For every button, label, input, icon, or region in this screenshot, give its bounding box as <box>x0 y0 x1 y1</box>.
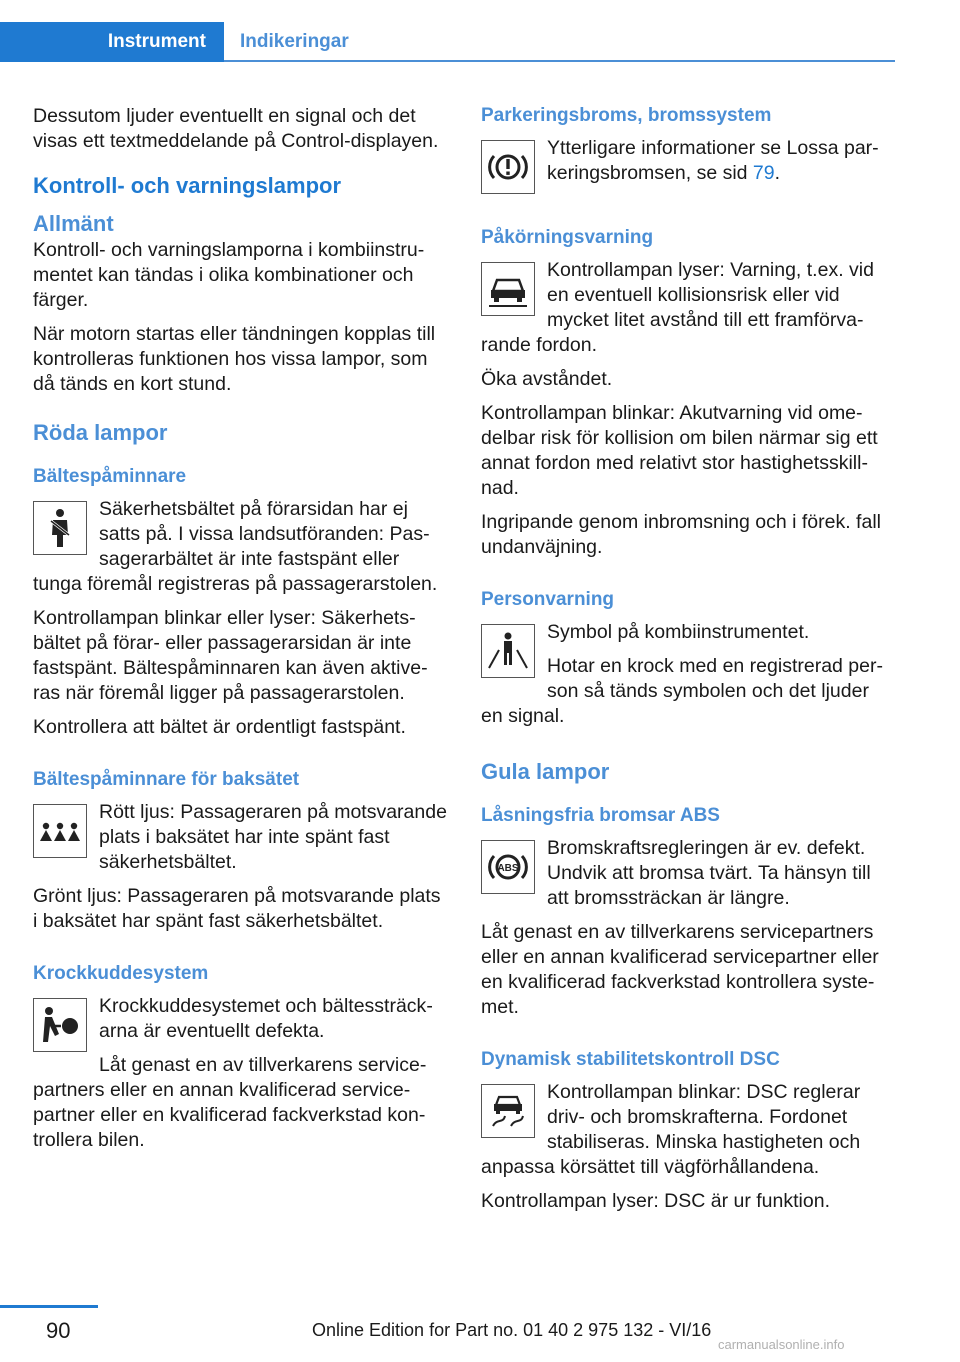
left-column <box>33 104 447 1162</box>
svg-text:ABS: ABS <box>497 863 519 874</box>
airbag-text-2: Låt genast en av tillverkarens servicepartners eller en annan kvalificerad servicepartner eller en kvalificerad fackverkstad kontrollera bilen. <box>33 1054 427 1151</box>
collision-paragraph-3: Kontrollampan blinkar: Akutvarning vid omedelbar risk för kollision om bilen närmar sig ett annat fordon med relativt stor hastighetsskillnad. <box>481 402 878 499</box>
collision-warning-icon <box>481 262 535 316</box>
abs-icon <box>481 840 535 894</box>
red-lamps-heading: Röda lampor <box>33 420 168 445</box>
collision-warning-text: Kontrollampan lyser: Varning, t.ex. vid en eventuell kollisionsrisk eller vid mycket litet avstånd till ett framförvarande fordon. <box>481 259 874 356</box>
seatbelt-heading: Bältespåminnare <box>33 466 187 487</box>
person-warning-heading: Personvarning <box>481 589 615 610</box>
rear-seatbelt-heading: Bältespåminnare för baksätet <box>33 769 300 790</box>
collision-paragraph-2: Öka avståndet. <box>481 368 613 390</box>
airbag-text: Krockkuddesystemet och bältessträckarna är eventuellt defekta. <box>99 995 433 1042</box>
tab-indikeringar[interactable] <box>224 22 349 62</box>
airbag-heading: Krockkuddesystem <box>33 963 209 984</box>
dsc-text: Kontrollampan blinkar: DSC reglerar driv- och bromskrafterna. Fordonet stabiliseras. Minska hastigheten och anpassa körsättet till vägförhållandena. <box>481 1081 861 1178</box>
parking-brake-text-b: . <box>774 162 781 184</box>
seatbelt-icon <box>33 501 87 555</box>
rear-seatbelt-icon <box>33 804 87 858</box>
footer-rule <box>0 1305 98 1308</box>
yellow-lamps-heading: Gula lampor <box>481 759 610 784</box>
collision-warning-entry <box>481 258 895 367</box>
dsc-icon-graphic <box>485 1088 531 1134</box>
tab-instrument[interactable] <box>0 22 224 62</box>
rear-seatbelt-icon-graphic <box>37 808 83 854</box>
watermark: carmanualsonline.info <box>718 1337 845 1352</box>
airbag-entry <box>33 994 447 1162</box>
person-warning-icon-graphic <box>485 628 531 674</box>
abs-heading: Låsningsfria bromsar ABS <box>481 805 720 826</box>
seatbelt-text: Säkerhetsbältet på förarsidan har ej satts på. I vissa landsutföranden: Passagerarbältet är inte fastspänt eller tunga föremål registreras på passagerarstolen. <box>33 498 438 595</box>
general-paragraph-1: Kontroll- och varningslamporna i kombiinstrumentet kan tändas i olika kombinationer och färger. <box>33 239 425 311</box>
tab-instrument-label: Instrument <box>107 31 206 52</box>
seatbelt-icon-graphic <box>37 505 83 551</box>
tab-indikeringar-label: Indikeringar <box>240 31 349 52</box>
edition-text: Online Edition for Part no. 01 40 2 975 132 - VI/16 <box>312 1320 712 1340</box>
brake-warning-icon <box>481 140 535 194</box>
abs-entry <box>481 836 895 920</box>
airbag-icon <box>33 998 87 1052</box>
collision-paragraph-4: Ingripande genom inbromsning och i förek. fall undanväjning. <box>481 511 881 558</box>
parking-brake-text-a: Ytterligare informationer se Lossa parkeringsbromsen, se sid <box>547 137 879 184</box>
collision-warning-icon-graphic <box>485 266 531 312</box>
person-warning-text-1: Symbol på kombiinstrumentet. <box>547 621 810 643</box>
rear-seatbelt-paragraph-2: Grönt ljus: Passageraren på motsvarande plats i baksätet har spänt fast säkerhetsbältet. <box>33 885 441 932</box>
abs-icon-graphic <box>485 844 531 890</box>
airbag-icon-graphic <box>37 1002 83 1048</box>
abs-paragraph-2: Låt genast en av tillverkarens servicepartners eller en annan kvalificerad servicepartner eller en kvalificerad fackverkstad kontrollera systemet. <box>481 921 879 1018</box>
rear-seatbelt-entry <box>33 800 447 884</box>
person-warning-entry <box>481 620 895 738</box>
rear-seatbelt-text: Rött ljus: Passageraren på motsvarande plats i baksätet har inte spänt fast säkerhetsbältet. <box>99 801 447 873</box>
collision-warning-heading: Påkörningsvarning <box>481 227 654 248</box>
abs-text: Bromskraftsregleringen är ev. defekt. Undvik att bromsa tvärt. Ta hänsyn till att bromssträckan är längre. <box>547 837 871 909</box>
brake-warning-icon-graphic <box>485 144 531 190</box>
header-rule <box>224 60 895 62</box>
dsc-heading: Dynamisk stabilitetskontroll DSC <box>481 1049 780 1070</box>
person-warning-icon <box>481 624 535 678</box>
section-title: Kontroll- och varningslampor <box>33 173 342 198</box>
parking-brake-heading: Parkeringsbroms, bromssystem <box>481 105 772 126</box>
general-heading: Allmänt <box>33 211 114 236</box>
dsc-entry <box>481 1080 895 1189</box>
right-column <box>481 104 895 1223</box>
general-paragraph-2: När motorn startas eller tändningen kopplas till kontrolleras funktionen hos vissa lampor, som då tänds en kort stund. <box>33 323 436 395</box>
parking-brake-entry <box>481 136 895 198</box>
parking-brake-text <box>481 136 895 186</box>
seatbelt-entry <box>33 497 447 606</box>
dsc-icon <box>481 1084 535 1138</box>
intro-paragraph: Dessutom ljuder eventuellt en signal och det visas ett textmeddelande på Control-displayen. <box>33 105 439 152</box>
person-warning-text-2: Hotar en krock med en registrerad person så tänds symbolen och det ljuder en signal. <box>481 655 883 727</box>
dsc-paragraph-2: Kontrollampan lyser: DSC är ur funktion. <box>481 1190 830 1212</box>
seatbelt-paragraph-2: Kontrollampan blinkar eller lyser: Säkerhetsbältet på förar- eller passagerarsidan är inte fastspänt. Bältespåminnaren kan även aktiveras när föremål ligger på passagerarstolen. <box>33 607 428 704</box>
page-number: 90 <box>46 1318 71 1343</box>
page-link-79[interactable]: 79 <box>752 162 775 184</box>
seatbelt-paragraph-3: Kontrollera att bältet är ordentligt fastspänt. <box>33 716 406 738</box>
